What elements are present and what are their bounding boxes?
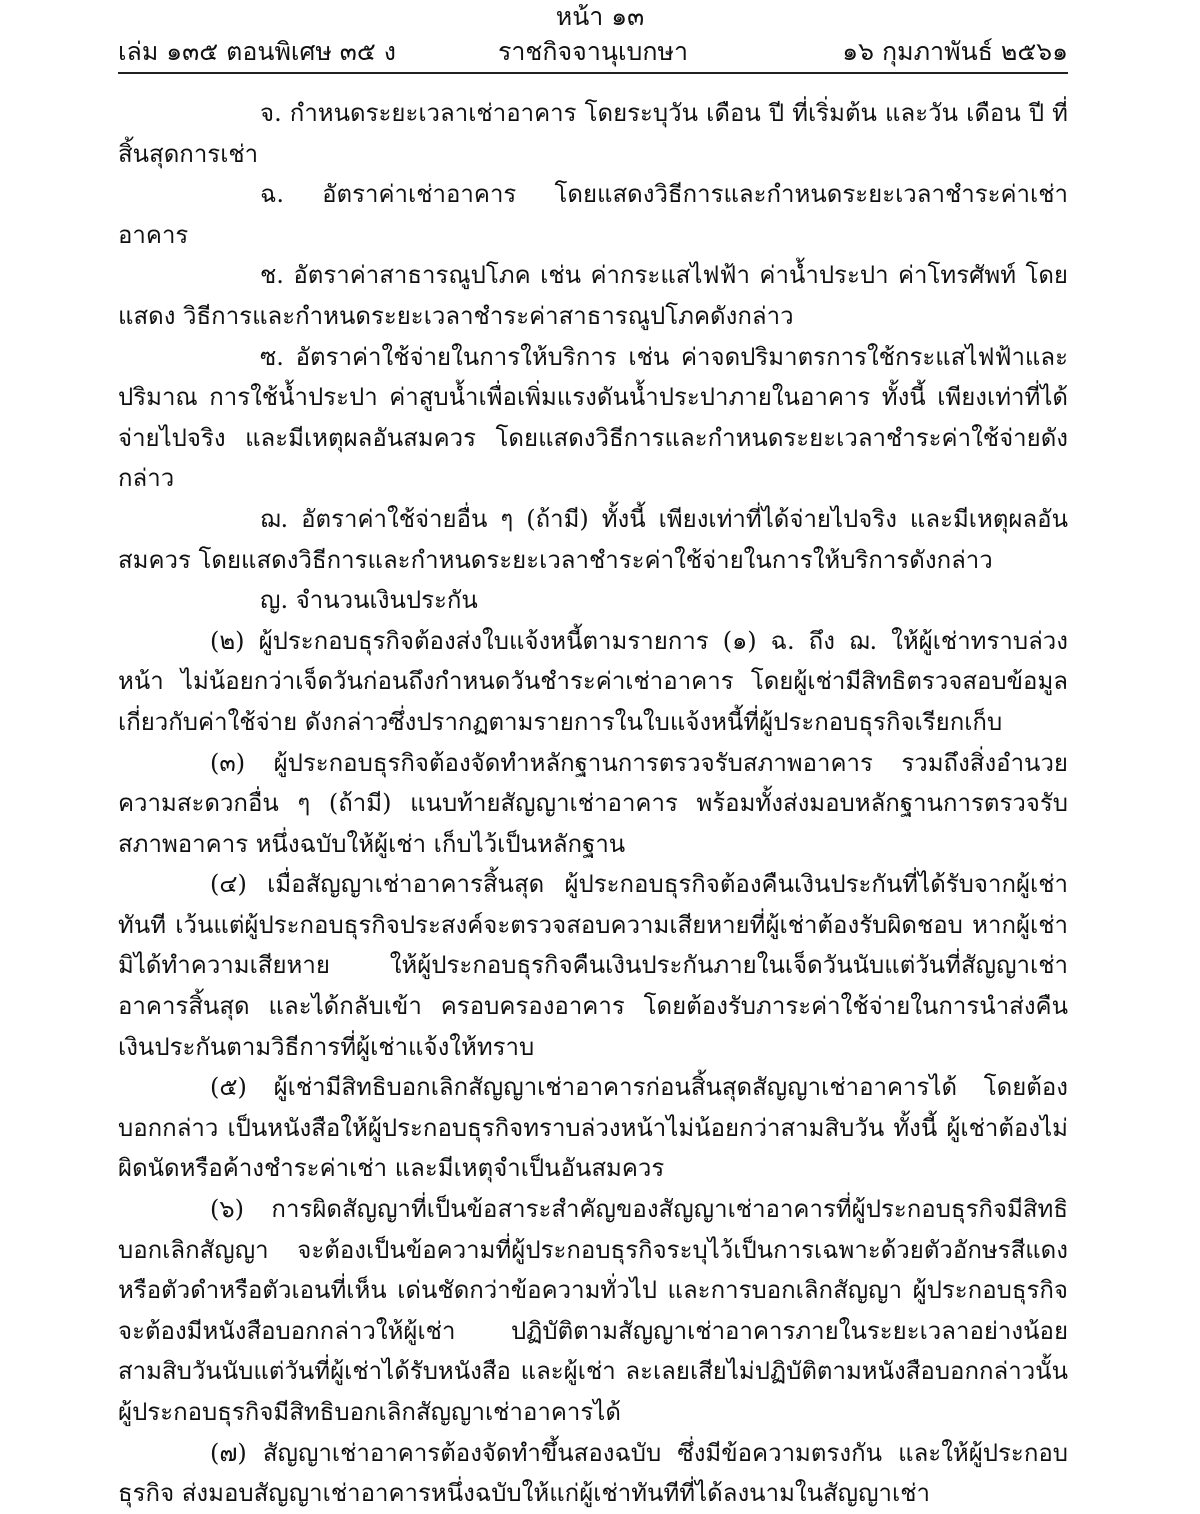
publication-title: ราชกิจจานุเบกษา xyxy=(497,37,689,66)
item-2: (๒) ผู้ประกอบธุรกิจต้องส่งใบแจ้งหนี้ตามรายการ (๑) ฉ. ถึง ฌ. ให้ผู้เช่าทราบล่วงหน้า ไม่น้อยกว่าเจ็ดวันก่อนถึงกำหนดวันชำระค่าเช่าอาคาร โดยผู้เช่ามีสิทธิตรวจสอบข้อมูลเกี่ยวกับค่าใช้จ่าย ดังกล่าวซึ่งปรากฏตามรายการในใบแจ้งหนี้ที่ผู้ประกอบธุรกิจเรียกเก็บ xyxy=(118,626,1068,736)
clause-so: ซ. อัตราค่าใช้จ่ายในการให้บริการ เช่น ค่าจดปริมาตรการใช้กระแสไฟฟ้าและปริมาณ การใช้น้ำประปา ค่าสูบน้ำเพื่อเพิ่มแรงดันน้ำประปาภายในอาคาร ทั้งนี้ เพียงเท่าที่ได้จ่ายไปจริง และมีเหตุผลอันสมควร โดยแสดงวิธีการและกำหนดระยะเวลาชำระค่าใช้จ่ายดังกล่าว xyxy=(118,342,1068,493)
gazette-header xyxy=(118,36,1068,68)
item-7: (๗) สัญญาเช่าอาคารต้องจัดทำขึ้นสองฉบับ ซึ่งมีข้อความตรงกัน และให้ผู้ประกอบธุรกิจ ส่งมอบสัญญาเช่าอาคารหนึ่งฉบับให้แก่ผู้เช่าทันทีที่ได้ลงนามในสัญญาเช่า xyxy=(118,1438,1068,1508)
clause-jo: จ. กำหนดระยะเวลาเช่าอาคาร โดยระบุวัน เดือน ปี ที่เริ่มต้น และวัน เดือน ปี ที่สิ้นสุดการเช่า xyxy=(118,99,1068,168)
item-4: (๔) เมื่อสัญญาเช่าอาคารสิ้นสุด ผู้ประกอบธุรกิจต้องคืนเงินประกันที่ได้รับจากผู้เช่าทันที เว้นแต่ผู้ประกอบธุรกิจประสงค์จะตรวจสอบความเสียหายที่ผู้เช่าต้องรับผิดชอบ หากผู้เช่ามิได้ทำความเสียหาย ให้ผู้ประกอบธุรกิจคืนเงินประกันภายในเจ็ดวันนับแต่วันที่สัญญาเช่าอาคารสิ้นสุด และได้กลับเข้า ครอบครองอาคาร โดยต้องรับภาระค่าใช้จ่ายในการนำส่งคืนเงินประกันตามวิธีการที่ผู้เช่าแจ้งให้ทราบ xyxy=(118,870,1068,1061)
clause-yo: ญ. จำนวนเงินประกัน xyxy=(260,586,478,615)
page-number: หน้า ๑๓ xyxy=(555,2,645,31)
item-5: (๕) ผู้เช่ามีสิทธิบอกเลิกสัญญาเช่าอาคารก่อนสิ้นสุดสัญญาเช่าอาคารได้ โดยต้องบอกกล่าว เป็นหนังสือให้ผู้ประกอบธุรกิจทราบล่วงหน้าไม่น้อยกว่าสามสิบวัน ทั้งนี้ ผู้เช่าต้องไม่ผิดนัดหรือค้างชำระค่าเช่า และมีเหตุจำเป็นอันสมควร xyxy=(118,1073,1068,1183)
clause-cho: ฉ. อัตราค่าเช่าอาคาร โดยแสดงวิธีการและกำหนดระยะเวลาชำระค่าเช่าอาคาร xyxy=(118,180,1068,249)
volume-info: เล่ม ๑๓๕ ตอนพิเศษ ๓๕ ง xyxy=(118,37,396,66)
document-body xyxy=(118,93,1068,1514)
clause-cho-chang: ช. อัตราค่าสาธารณูปโภค เช่น ค่ากระแสไฟฟ้า ค่าน้ำประปา ค่าโทรศัพท์ โดยแสดง วิธีการและกำหนดระยะเวลาชำระค่าสาธารณูปโภคดังกล่าว xyxy=(118,261,1068,330)
item-3: (๓) ผู้ประกอบธุรกิจต้องจัดทำหลักฐานการตรวจรับสภาพอาคาร รวมถึงสิ่งอำนวยความสะดวกอื่น ๆ (ถ้ามี) แนบท้ายสัญญาเช่าอาคาร พร้อมทั้งส่งมอบหลักฐานการตรวจรับสภาพอาคาร หนึ่งฉบับให้ผู้เช่า เก็บไว้เป็นหลักฐาน xyxy=(118,748,1068,858)
header-divider xyxy=(118,72,1068,74)
item-6: (๖) การผิดสัญญาที่เป็นข้อสาระสำคัญของสัญญาเช่าอาคารที่ผู้ประกอบธุรกิจมีสิทธิบอกเลิกสัญญา จะต้องเป็นข้อความที่ผู้ประกอบธุรกิจระบุไว้เป็นการเฉพาะด้วยตัวอักษรสีแดงหรือตัวดำหรือตัวเอนที่เห็น เด่นชัดกว่าข้อความทั่วไป และการบอกเลิกสัญญา ผู้ประกอบธุรกิจจะต้องมีหนังสือบอกกล่าวให้ผู้เช่า ปฏิบัติตามสัญญาเช่าอาคารภายในระยะเวลาอย่างน้อยสามสิบวันนับแต่วันที่ผู้เช่าได้รับหนังสือ และผู้เช่า ละเลยเสียไม่ปฏิบัติตามหนังสือบอกกล่าวนั้น ผู้ประกอบธุรกิจมีสิทธิบอกเลิกสัญญาเช่าอาคารได้ xyxy=(118,1195,1068,1426)
publication-date: ๑๖ กุมภาพันธ์ ๒๕๖๑ xyxy=(842,37,1068,66)
clause-cho-choe: ฌ. อัตราค่าใช้จ่ายอื่น ๆ (ถ้ามี) ทั้งนี้ เพียงเท่าที่ได้จ่ายไปจริง และมีเหตุผลอันสมควร โดยแสดงวิธีการและกำหนดระยะเวลาชำระค่าใช้จ่ายในการให้บริการดังกล่าว xyxy=(118,504,1068,574)
